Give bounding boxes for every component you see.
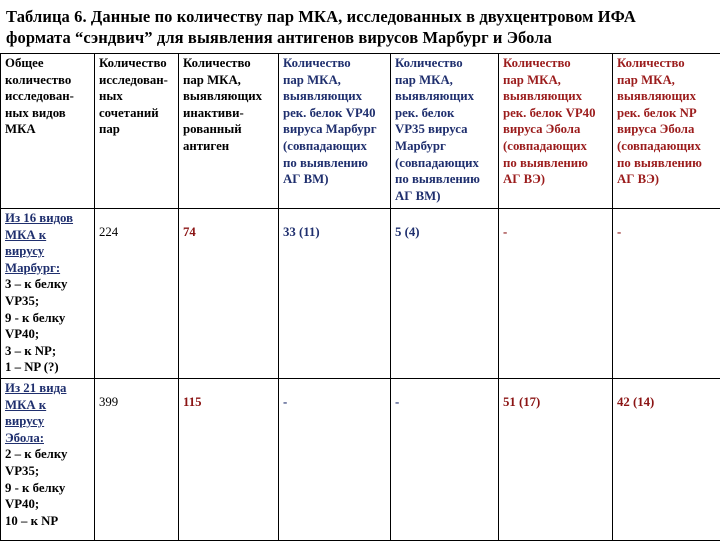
value-cell bbox=[499, 379, 613, 541]
column-header-line: Количество bbox=[503, 55, 609, 72]
column-header-line: антиген bbox=[183, 138, 275, 155]
row-label-detail: 2 – к белку bbox=[5, 446, 91, 463]
column-header-line: рек. белок VP40 bbox=[503, 105, 609, 122]
value-cell bbox=[391, 209, 499, 379]
cell-value: - bbox=[283, 380, 387, 411]
header-row bbox=[1, 54, 720, 209]
column-header-line: вируса Эбола bbox=[503, 121, 609, 138]
caption-line-2: формата “сэндвич” для выявления антигенов вирусов Марбург и Эбола bbox=[6, 27, 718, 48]
row-label-detail: 1 – NP (?) bbox=[5, 359, 91, 376]
column-header-line: выявляющих bbox=[283, 88, 387, 105]
column-header-line: рованный bbox=[183, 121, 275, 138]
cell-value: 115 bbox=[183, 380, 275, 411]
column-header-line: исследован- bbox=[99, 72, 175, 89]
value-cell bbox=[95, 209, 179, 379]
column-header-line: вируса Эбола bbox=[617, 121, 717, 138]
column-header-line: пар МКА, bbox=[617, 72, 717, 89]
cell-value: 51 (17) bbox=[503, 380, 609, 411]
table-row bbox=[1, 209, 720, 379]
value-cell bbox=[613, 379, 720, 541]
cell-value: - bbox=[503, 210, 609, 241]
column-header-line: Общее bbox=[5, 55, 91, 72]
value-cell bbox=[391, 379, 499, 541]
value-cell bbox=[95, 379, 179, 541]
column-header-line: выявляющих bbox=[617, 88, 717, 105]
column-header-line: пар bbox=[99, 121, 175, 138]
column-header-line: рек. белок VP40 bbox=[283, 105, 387, 122]
row-label-detail: 10 – к NP bbox=[5, 513, 91, 530]
column-header-line: по выявлению bbox=[617, 155, 717, 172]
column-header-line: ных bbox=[99, 88, 175, 105]
row-label-link[interactable]: Из 21 вида bbox=[5, 380, 91, 397]
column-header-3 bbox=[179, 54, 279, 209]
row-label bbox=[1, 379, 95, 541]
column-header-line: Количество bbox=[395, 55, 495, 72]
column-header-2 bbox=[95, 54, 179, 209]
row-label-detail: 3 – к NP; bbox=[5, 343, 91, 360]
row-label-detail: VP40; bbox=[5, 496, 91, 513]
row-label-link[interactable]: Из 16 видов bbox=[5, 210, 91, 227]
column-header-line: Количество bbox=[617, 55, 717, 72]
column-header-line: пар МКА, bbox=[183, 72, 275, 89]
cell-value: 224 bbox=[99, 210, 175, 241]
column-header-4 bbox=[279, 54, 391, 209]
column-header-line: Марбург bbox=[395, 138, 495, 155]
cell-value: - bbox=[617, 210, 717, 241]
column-header-line: выявляющих bbox=[503, 88, 609, 105]
value-cell bbox=[613, 209, 720, 379]
column-header-line: Количество bbox=[183, 55, 275, 72]
column-header-line: пар МКА, bbox=[283, 72, 387, 89]
row-label-detail: 9 - к белку bbox=[5, 480, 91, 497]
row-label bbox=[1, 209, 95, 379]
column-header-line: пар МКА, bbox=[395, 72, 495, 89]
column-header-line: VP35 вируса bbox=[395, 121, 495, 138]
row-label-link[interactable]: МКА к bbox=[5, 227, 91, 244]
row-label-detail: VP40; bbox=[5, 326, 91, 343]
column-header-line: АГ ВМ) bbox=[283, 171, 387, 188]
column-header-line: рек. белок NP bbox=[617, 105, 717, 122]
data-table bbox=[0, 53, 720, 541]
row-label-link[interactable]: вирусу bbox=[5, 413, 91, 430]
table-caption bbox=[6, 6, 718, 48]
cell-value: 5 (4) bbox=[395, 210, 495, 241]
row-label-detail: 3 – к белку bbox=[5, 276, 91, 293]
column-header-line: вируса Марбург bbox=[283, 121, 387, 138]
column-header-line: по выявлению bbox=[283, 155, 387, 172]
table-row bbox=[1, 379, 720, 541]
row-label-link[interactable]: Марбург: bbox=[5, 260, 91, 277]
column-header-line: ных видов bbox=[5, 105, 91, 122]
column-header-line: (совпадающих bbox=[617, 138, 717, 155]
row-label-link[interactable]: МКА к bbox=[5, 397, 91, 414]
column-header-line: (совпадающих bbox=[283, 138, 387, 155]
cell-value: 42 (14) bbox=[617, 380, 717, 411]
row-label-detail: VP35; bbox=[5, 293, 91, 310]
value-cell bbox=[499, 209, 613, 379]
column-header-line: АГ ВМ) bbox=[395, 188, 495, 205]
value-cell bbox=[179, 379, 279, 541]
row-label-detail: VP35; bbox=[5, 463, 91, 480]
column-header-line: по выявлению bbox=[503, 155, 609, 172]
column-header-line: инактиви- bbox=[183, 105, 275, 122]
value-cell bbox=[279, 209, 391, 379]
column-header-line: выявляющих bbox=[395, 88, 495, 105]
row-label-link[interactable]: вирусу bbox=[5, 243, 91, 260]
column-header-line: МКА bbox=[5, 121, 91, 138]
column-header-line: по выявлению bbox=[395, 171, 495, 188]
cell-value: - bbox=[395, 380, 495, 411]
column-header-line: (совпадающих bbox=[395, 155, 495, 172]
row-label-link[interactable]: Эбола: bbox=[5, 430, 91, 447]
column-header-5 bbox=[391, 54, 499, 209]
cell-value: 33 (11) bbox=[283, 210, 387, 241]
column-header-1 bbox=[1, 54, 95, 209]
cell-value: 399 bbox=[99, 380, 175, 411]
cell-value: 74 bbox=[183, 210, 275, 241]
column-header-line: Количество bbox=[283, 55, 387, 72]
column-header-line: исследован- bbox=[5, 88, 91, 105]
column-header-line: Количество bbox=[99, 55, 175, 72]
column-header-line: АГ ВЭ) bbox=[503, 171, 609, 188]
caption-line-1: Таблица 6. Данные по количеству пар МКА, исследованных в двухцентровом ИФА bbox=[6, 6, 718, 27]
value-cell bbox=[179, 209, 279, 379]
column-header-line: рек. белок bbox=[395, 105, 495, 122]
column-header-7 bbox=[613, 54, 720, 209]
column-header-line: пар МКА, bbox=[503, 72, 609, 89]
column-header-line: выявляющих bbox=[183, 88, 275, 105]
column-header-line: сочетаний bbox=[99, 105, 175, 122]
column-header-line: количество bbox=[5, 72, 91, 89]
column-header-line: АГ ВЭ) bbox=[617, 171, 717, 188]
value-cell bbox=[279, 379, 391, 541]
row-label-detail: 9 - к белку bbox=[5, 310, 91, 327]
column-header-line: (совпадающих bbox=[503, 138, 609, 155]
column-header-6 bbox=[499, 54, 613, 209]
